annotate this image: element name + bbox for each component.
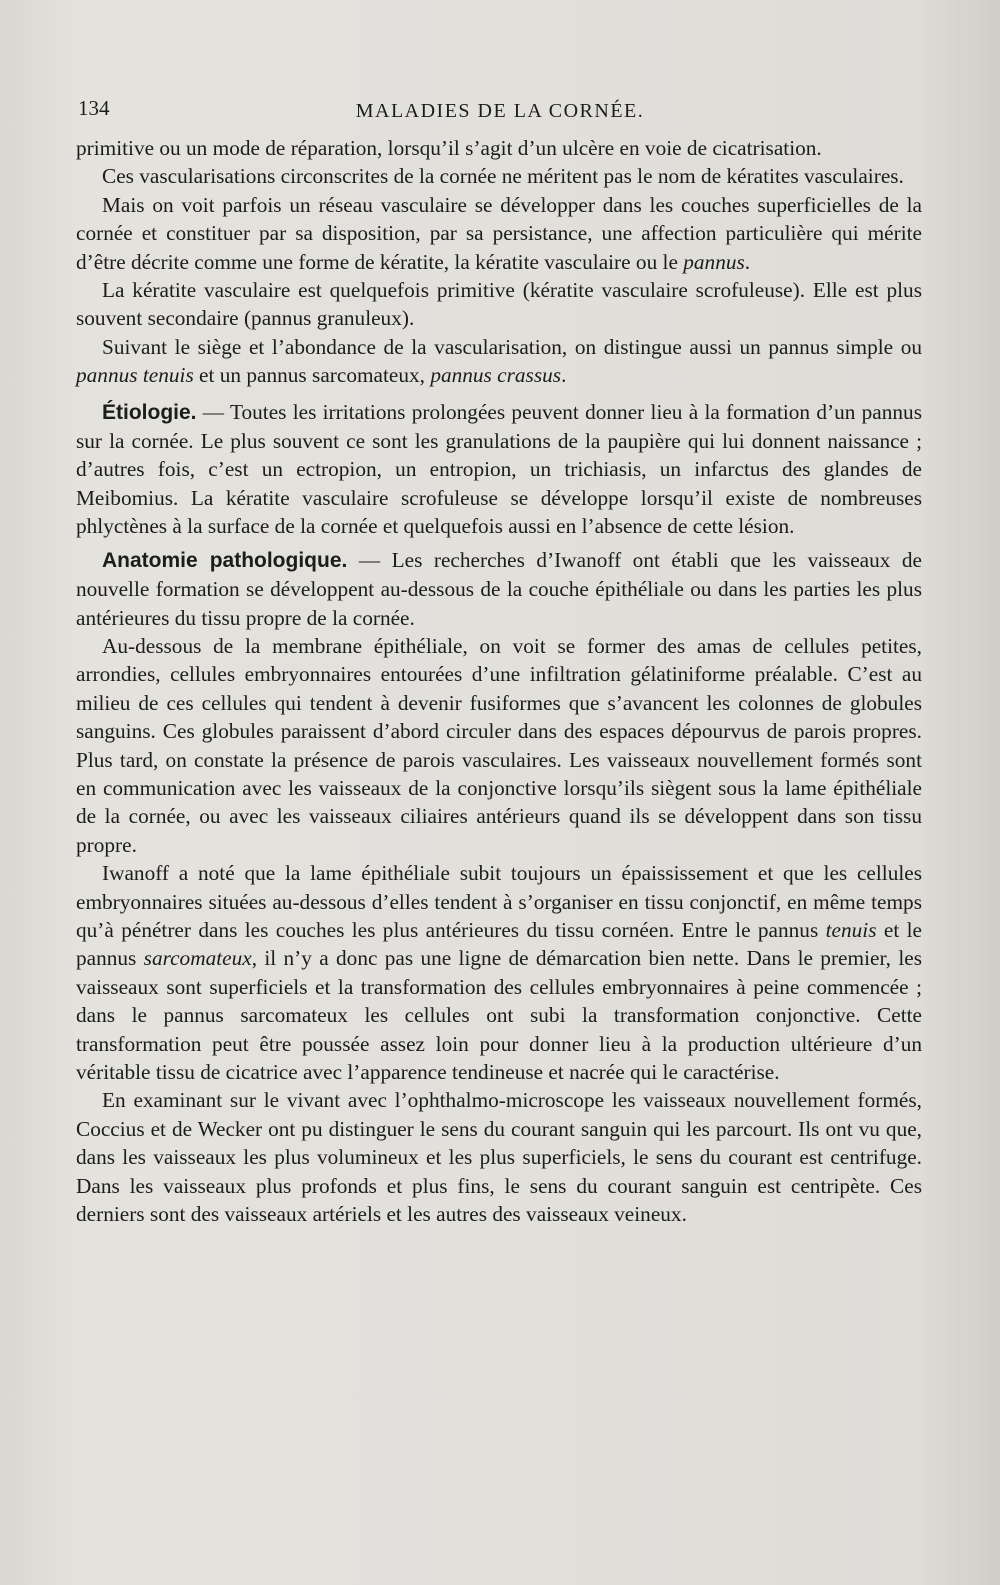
paragraph: En examinant sur le vivant avec l’ophthalmo-microscope les vaisseaux nouvellement formés, Coccius et de Wecker ont pu distinguer le sens du courant sanguin qui les parcourt. Ils ont vu que, dans les vaisseaux les plus volumineux et les plus superficiels, le sens du courant est centrifuge. Dans les vaisseaux plus profonds et plus fins, le sens du courant sanguin est centripète. Ces derniers sont des vaisseaux artériels et les autres des vaisseaux veineux. — [76, 1088, 922, 1227]
page-header — [78, 96, 922, 126]
paragraph: La kératite vasculaire est quelquefois primitive (kératite vasculaire scrofuleuse). Elle est plus souvent secondaire (pannus granuleux). — [76, 278, 922, 331]
paragraph: Iwanoff a noté que la lame épithéliale subit toujours un épaississement et que les cellules embryonnaires situées au-dessous d’elles tendent à s’organiser en tissu conjonctif, en même temps qu’à pénétrer dans les couches les plus antérieures du tissu cornéen. Entre le pannus tenuis et le pannus sarcomateux, il n’y a donc pas une ligne de démarcation bien nette. Dans le premier, les vaisseaux sont superficiels et la transformation des cellules embryonnaires à peine commencée ; dans le pannus sarcomateux les cellules ont subi la transformation conjonctive. Cette transformation peut être poussée assez loin pour donner lieu à la production ultérieure d’un véritable tissu de cicatrice avec l’apparence tendineuse et nacrée qui le caractérise. — [76, 861, 922, 1084]
italic-term: pannus tenuis — [76, 363, 194, 388]
paragraph: Au-dessous de la membrane épithéliale, on voit se former des amas de cellules petites, arrondies, cellules embryonnaires entourées d’une infiltration gélatiniforme préalable. C’est au milieu de ces cellules qui tendent à devenir fusiformes que s’avancent les colonnes de globules sanguins. Ces globules paraissent d’abord circuler dans des espaces dépourvus de parois propres. Plus tard, on constate la présence de parois vasculaires. Les vaisseaux nouvellement formés sont en communication avec les vaisseaux de la conjonctive lorsqu’ils siègent sous la lame épithéliale de la cornée, ou avec les vaisseaux ciliaires antérieurs quand ils se développent dans son tissu propre. — [76, 633, 922, 857]
body-text — [76, 134, 922, 1228]
section-heading: Anatomie pathologique. — [102, 548, 348, 572]
italic-term: pannus — [683, 249, 745, 274]
paragraph: Ces vascularisations circonscrites de la cornée ne méritent pas le nom de kératites vasculaires. — [102, 164, 904, 189]
section-anatomie: Anatomie pathologique. — Les recherches d’Iwanoff ont établi que les vaisseaux de nouvelle formation se développent au-dessous de la couche épithéliale ou dans les parties les plus antérieures du tissu propre de la cornée. — [76, 547, 922, 630]
italic-term: pannus crassus — [430, 363, 562, 388]
paragraph: Mais on voit parfois un réseau vasculaire se développer dans les couches superficielles de la cornée et constituer par sa disposition, par sa persistance, une affection particulière qui mérite d’être décrite comme une forme de kératite, la kératite vasculaire ou le pannus. — [76, 192, 922, 274]
paragraph: Suivant le siège et l’abondance de la vascularisation, on distingue aussi un pannus simple ou pannus tenuis et un pannus sarcomateux, pannus crassus. — [76, 334, 922, 388]
italic-term: tenuis — [825, 917, 877, 942]
section-etiologie: Étiologie. — Toutes les irritations prolongées peuvent donner lieu à la formation d’un pannus sur la cornée. Le plus souvent ce sont les granulations de la paupière qui lui donnent naissance ; d’autres fois, c’est un ectropion, un entropion, un trichiasis, un infarctus des glandes de Meibomius. La kératite vasculaire scrofuleuse se développe lorsqu’il existe de nombreuses phlyctènes à la surface de la cornée et quelquefois aussi en l’absence de cette lésion. — [76, 399, 922, 539]
italic-term: sarcomateux — [143, 946, 252, 971]
section-heading: Étiologie. — [102, 400, 197, 424]
running-head: MALADIES DE LA CORNÉE. — [355, 100, 645, 122]
paragraph-continuation: primitive ou un mode de réparation, lorsqu’il s’agit d’un ulcère en voie de cicatrisation. — [76, 136, 822, 160]
page-number: 134 — [78, 96, 110, 120]
